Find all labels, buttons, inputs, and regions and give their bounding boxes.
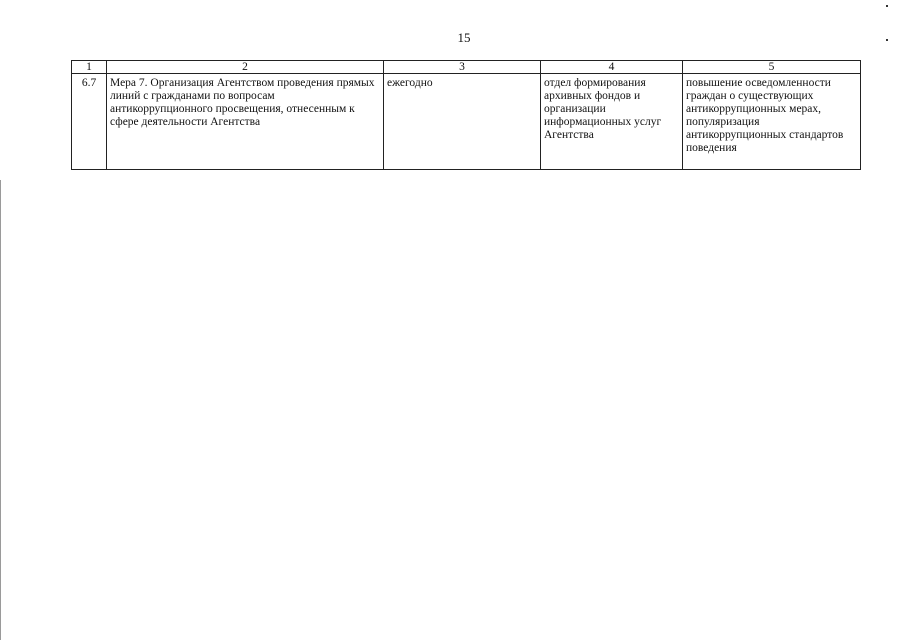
result-text: повышение осведомленности граждан о существующих антикоррупционных мерах, популяризация антикоррупционных стандартов поведения [683,74,861,170]
column-header-2: 2 [107,61,384,74]
table-header-row [72,61,861,74]
column-header-3: 3 [384,61,541,74]
row-index: 6.7 [72,74,107,170]
scan-artifact-dot [886,5,888,7]
column-header-5: 5 [683,61,861,74]
measure-text: Мера 7. Организация Агентством проведения прямых линий с гражданами по вопросам антикоррупционного просвещения, отнесенным к сфере деятельности Агентства [107,74,384,170]
measures-table [71,60,861,170]
table-row [72,74,861,170]
scan-page-edge [0,180,1,640]
responsible-text: отдел формирования архивных фондов и организации информационных услуг Агентства [541,74,683,170]
period-text: ежегодно [384,74,541,170]
column-header-4: 4 [541,61,683,74]
column-header-1: 1 [72,61,107,74]
page-number: 15 [457,30,471,45]
